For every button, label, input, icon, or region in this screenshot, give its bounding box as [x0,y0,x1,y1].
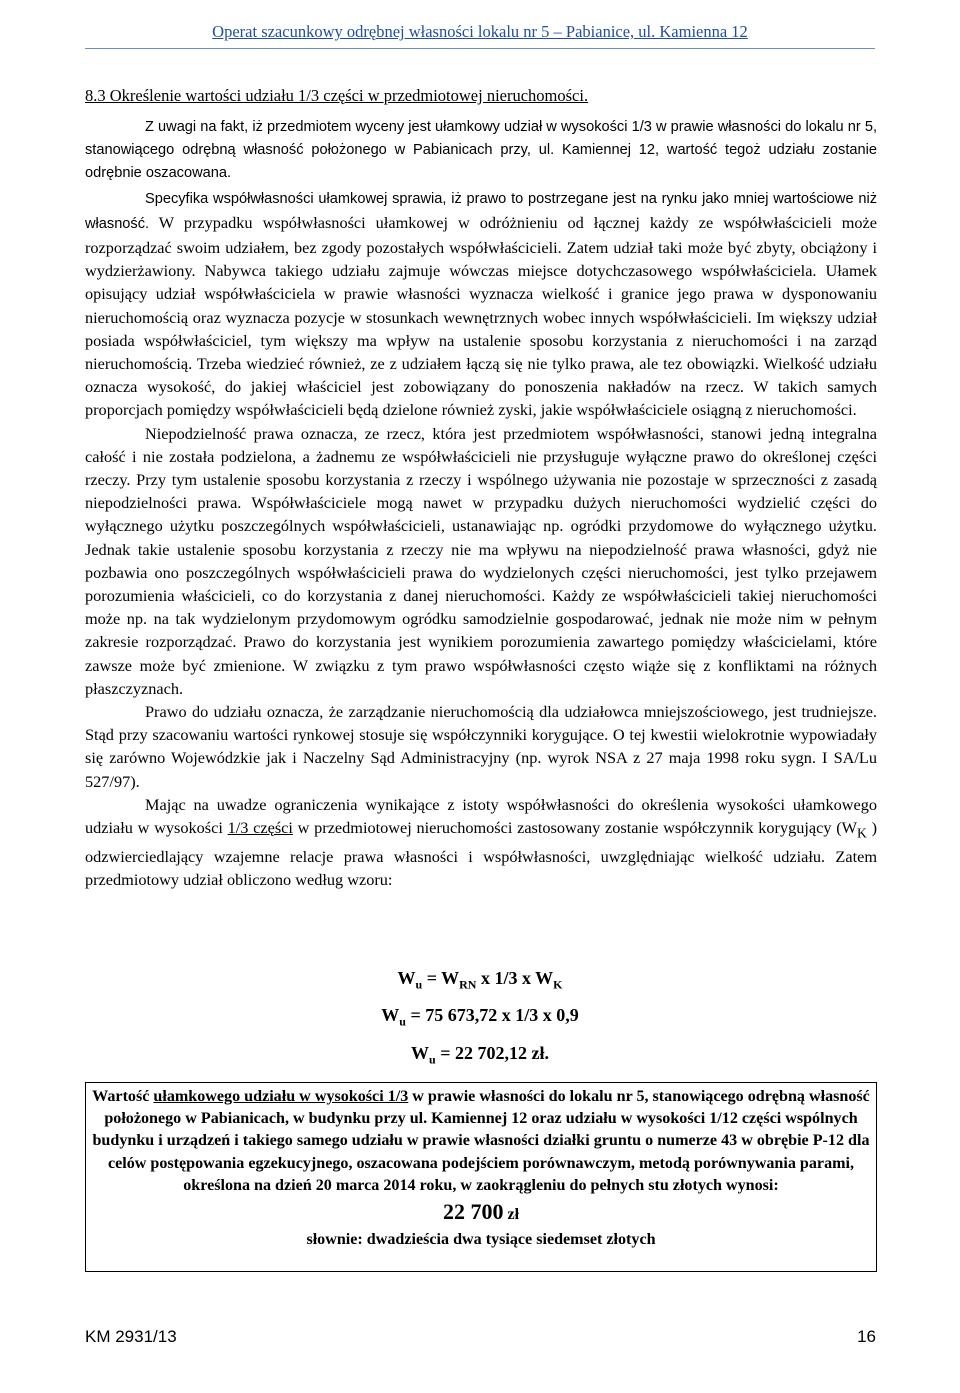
summary-words: słownie: dwadzieścia dwa tysiące siedemset złotych [306,1231,656,1249]
section-number: 8.3 [85,86,106,105]
body-text [85,116,877,891]
formula-line-2: $W_u = 75$ 673,72 x 1/3 x 0,9 [381,1005,579,1029]
formula-line-1: $W_u = W_{RN}$ x 1/3 x $W_K$ [397,968,563,992]
header-divider [85,48,875,49]
paragraph-1 [85,116,877,186]
page-number: 16 [857,1327,876,1346]
paragraph-5-c: ) odzwierciedlający wzajemne relacje prawa własności i współwłasności, uwzględniając wielkość udziału. Zatem przedmiotowy udział obliczono według wzoru: [85,818,877,889]
paragraph-2-rest: W przypadku współwłasności ułamkowej w odróżnieniu od łącznej każdy ze współwłaścicieli może rozporządzać swoim udziałem, bez zgody pozostałych współwłaścicieli. Zatem udział taki może być zbyty, obciążony i wydzierżawiony. Nabywca takiego udziału zajmuje wówczas miejsce dotychczasowego współwłaściciela. Ułamek opisujący udział współwłaściciela w prawie własności wyznacza wielkość i granice jego prawa w dysponowaniu nieruchomością oraz wyznacza pozycje w stosunkach wewnętrznych wobec innych współwłaścicieli. Im większy udział posiada współwłaściciel, tym większy ma wpływ na ustalenie sposobu korzystania z nieruchomości i na zarząd nieruchomością. Trzeba wiedzieć również, ze z udziałem łączą się nie tylko prawa, ale tez obowiązki. Wielkość udziału oznacza wysokość, do jakiej właściciel jest zobowiązany do ponoszenia nakładów na rzecz. W takich samych proporcjach pomiędzy współwłaścicieli będą dzielone również zyski, jakie współwłaściciele osiągną z nieruchomości. [85,212,877,420]
paragraph-5-sub: K [857,825,867,841]
paragraph-5-a: Mając na uwadze ograniczenia wynikające z istoty współwłasności do określenia wysokości ułamkowego udziału w wysokości [85,794,877,838]
paragraph-5 [85,793,877,891]
section-title: Określenie wartości udziału 1/3 części w przedmiotowej nieruchomości. [109,86,589,105]
paragraph-5-underlined: 1/3 części [227,818,293,838]
paragraph-2 [85,186,877,422]
paragraph-3: Niepodzielność prawa oznacza, ze rzecz, która jest przedmiotem współwłasności, stanowi jedną integralna całość i nie została podzielona, a żadnemu ze współwłaścicieli nie przysługuje wyłączne prawo do określonej części rzeczy. Przy tym ustalenie sposobu korzystania z rzeczy i wspólnego używania nie pozostaje w sprzeczności z zasadą niepodzielności prawa. Współwłaściciele mogą nawet w przypadku dużych nieruchomości wydzielić części do wyłącznego użytku poszczególnych współwłaścicieli, ustanawiając np. ogródki przydomowe do wyłącznego użytku. Jednak takie ustalenie sposobu korzystania z rzeczy nie ma wpływu na niepodzielność prawa własności, gdyż nie pozbawia ono poszczególnych współwłaścicieli prawa do wydzielonych części nieruchomości, jest tylko przejawem porozumienia właścicieli, co do korzystania z danej nieruchomości. Każdy ze współwłaścicieli takiej nieruchomości może np. na tak wydzielonym przydomowym ogródku samodzielnie gospodarować, jednak nie może nim w pełnym zakresie rozporządzać. Prawo do korzystania jest wynikiem porozumienia zawartego pomiędzy właścicielami, które zawsze może być zmienione. W związku z tym prawo współwłasności często wiąże się z konfliktami na różnych płaszczyznach. [85,423,877,698]
footer-reference: KM 2931/13 [85,1327,177,1346]
formula-line-3: $W_u = 22$ 702,12 zł. [411,1043,549,1067]
summary-amount: 22 700 zł [442,1199,520,1225]
section-heading [85,86,588,106]
summary-underlined: ułamkowego udziału w wysokości 1/3 [153,1088,409,1105]
paragraph-5-b: w przedmiotowej nieruchomości zastosowany zostanie współczynnik korygujący (W [292,818,858,838]
paragraph-4: Prawo do udziału oznacza, że zarządzanie nieruchomością dla udziałowca mniejszościowego, jest trudniejsze. Stąd przy szacowaniu wartości rynkowej stosuje się współczynniki korygujące. O tej kwestii wielokrotnie wypowiadały się zarówno Wojewódzkie jak i Naczelny Sąd Administracyjny (np. wyrok NSA z 27 maja 1998 roku sygn. I SA/Lu 527/97). [85,702,877,791]
paragraph-2-lead: Specyfika współwłasności ułamkowej sprawia, iż prawo to postrzegane jest na rynku jako mniej wartościowe niż własność. [85,190,877,232]
running-header: Operat szacunkowy odrębnej własności lokalu nr 5 – Pabianice, ul. Kamienna 12 [212,22,748,41]
summary-text: Wartość ułamkowego udziału w wysokości 1/3 w prawie własności do lokalu nr 5, stanowiącego odrębną własność położonego w Pabianicach, w budynku przy ul. Kamiennej 12 oraz udziału w wysokości 1/12 części wspólnych budynku i urządzeń i takiego samego udziału w prawie własności działki gruntu o numerze 43 w obrębie P-12 dla celów postępowania egzekucyjnego, oszacowana podejściem porównawczym, metodą porównywania parami, określona na dzień 20 marca 2014 roku, w zaokrągleniu do pełnych stu złotych wynosi: [92,1088,870,1194]
summary-box [85,1082,877,1272]
paragraph-1-text: Z uwagi na fakt, iż przedmiotem wyceny jest ułamkowy udział w wysokości 1/3 w prawie własności do lokalu nr 5, stanowiącego odrębną własność położonego w Pabianicach przy, ul. Kamiennej 12, wartość tegoż udziału zostanie odrębnie oszacowana. [85,119,877,182]
